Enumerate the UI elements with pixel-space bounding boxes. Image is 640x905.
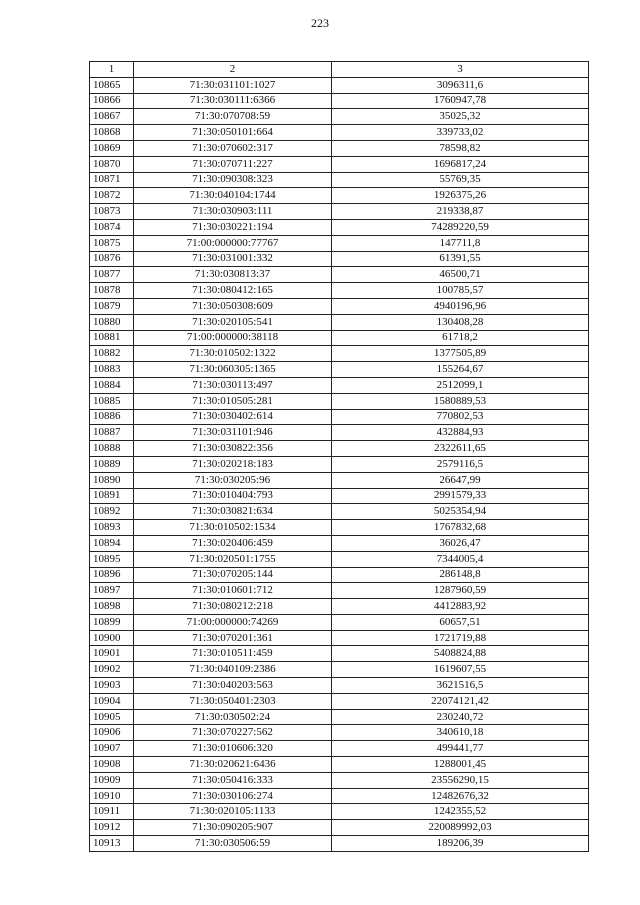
- cadastral-value-cell: 230240,72: [332, 709, 589, 725]
- cadastral-value-cell: 1760947,78: [332, 93, 589, 109]
- cadastral-value-cell: 12482676,32: [332, 788, 589, 804]
- table-row: [90, 599, 589, 615]
- cadastral-number-cell: 71:30:010606:320: [134, 741, 332, 757]
- row-number-cell: 10884: [90, 377, 134, 393]
- row-number-cell: 10897: [90, 583, 134, 599]
- cadastral-value-cell: 147711,8: [332, 235, 589, 251]
- cadastral-value-cell: 1287960,59: [332, 583, 589, 599]
- row-number-cell: 10876: [90, 251, 134, 267]
- cadastral-value-cell: 3096311,6: [332, 77, 589, 93]
- row-number-cell: 10881: [90, 330, 134, 346]
- row-number-cell: 10869: [90, 140, 134, 156]
- row-number-cell: 10873: [90, 204, 134, 220]
- cadastral-value-cell: 5025354,94: [332, 504, 589, 520]
- cadastral-value-cell: 2991579,33: [332, 488, 589, 504]
- cadastral-value-cell: 1926375,26: [332, 188, 589, 204]
- row-number-cell: 10908: [90, 757, 134, 773]
- cadastral-number-cell: 71:30:031001:332: [134, 251, 332, 267]
- cadastral-value-cell: 100785,57: [332, 283, 589, 299]
- cadastral-number-cell: 71:30:050401:2303: [134, 693, 332, 709]
- table-body: [90, 77, 589, 851]
- table-row: [90, 820, 589, 836]
- cadastral-number-cell: 71:30:020406:459: [134, 535, 332, 551]
- row-number-cell: 10888: [90, 441, 134, 457]
- cadastral-number-cell: 71:30:030502:24: [134, 709, 332, 725]
- row-number-cell: 10904: [90, 693, 134, 709]
- row-number-cell: 10866: [90, 93, 134, 109]
- table-row: [90, 741, 589, 757]
- cadastral-number-cell: 71:30:020105:541: [134, 314, 332, 330]
- cadastral-number-cell: 71:30:031101:1027: [134, 77, 332, 93]
- table-row: [90, 298, 589, 314]
- cadastral-number-cell: 71:30:030221:194: [134, 219, 332, 235]
- table-row: [90, 757, 589, 773]
- table-row: [90, 314, 589, 330]
- cadastral-value-cell: 219338,87: [332, 204, 589, 220]
- table-row: [90, 804, 589, 820]
- table-row: [90, 188, 589, 204]
- page-number: 223: [311, 16, 329, 30]
- cadastral-value-cell: 2579116,5: [332, 456, 589, 472]
- cadastral-number-cell: 71:00:000000:77767: [134, 235, 332, 251]
- cadastral-number-cell: 71:30:030205:96: [134, 472, 332, 488]
- row-number-cell: 10889: [90, 456, 134, 472]
- cadastral-value-cell: 1288001,45: [332, 757, 589, 773]
- cadastral-number-cell: 71:30:070602:317: [134, 140, 332, 156]
- table-row: [90, 630, 589, 646]
- table-row: [90, 646, 589, 662]
- table-row: [90, 77, 589, 93]
- cadastral-value-cell: 4412883,92: [332, 599, 589, 615]
- row-number-cell: 10871: [90, 172, 134, 188]
- cadastral-value-cell: 7344005,4: [332, 551, 589, 567]
- table-row: [90, 267, 589, 283]
- cadastral-value-cell: 61391,55: [332, 251, 589, 267]
- table-row: [90, 614, 589, 630]
- cadastral-number-cell: 71:30:010502:1322: [134, 346, 332, 362]
- cadastral-number-cell: 71:30:020105:1133: [134, 804, 332, 820]
- row-number-cell: 10899: [90, 614, 134, 630]
- row-number-cell: 10911: [90, 804, 134, 820]
- cadastral-number-cell: 71:30:070227:562: [134, 725, 332, 741]
- table-row: [90, 583, 589, 599]
- table-row: [90, 662, 589, 678]
- cadastral-number-cell: 71:30:030813:37: [134, 267, 332, 283]
- row-number-cell: 10877: [90, 267, 134, 283]
- table-row: [90, 346, 589, 362]
- table-row: [90, 551, 589, 567]
- cadastral-number-cell: 71:30:070708:59: [134, 109, 332, 125]
- cadastral-number-cell: 71:30:040109:2386: [134, 662, 332, 678]
- row-number-cell: 10900: [90, 630, 134, 646]
- table-row: [90, 93, 589, 109]
- cadastral-number-cell: 71:30:070711:227: [134, 156, 332, 172]
- cadastral-value-table: [89, 61, 589, 852]
- row-number-cell: 10902: [90, 662, 134, 678]
- table-row: [90, 204, 589, 220]
- cadastral-number-cell: 71:30:050101:664: [134, 125, 332, 141]
- cadastral-value-cell: 36026,47: [332, 535, 589, 551]
- cadastral-number-cell: 71:30:080412:165: [134, 283, 332, 299]
- table-row: [90, 393, 589, 409]
- table-row: [90, 472, 589, 488]
- cadastral-value-cell: 35025,32: [332, 109, 589, 125]
- cadastral-number-cell: 71:30:050416:333: [134, 772, 332, 788]
- row-number-cell: 10867: [90, 109, 134, 125]
- row-number-cell: 10905: [90, 709, 134, 725]
- cadastral-value-cell: 1767832,68: [332, 520, 589, 536]
- table-row: [90, 409, 589, 425]
- cadastral-number-cell: 71:30:040203:563: [134, 678, 332, 694]
- cadastral-number-cell: 71:30:031101:946: [134, 425, 332, 441]
- row-number-cell: 10907: [90, 741, 134, 757]
- column-header-number: 1: [90, 62, 134, 78]
- table-row: [90, 567, 589, 583]
- row-number-cell: 10892: [90, 504, 134, 520]
- cadastral-value-cell: 23556290,15: [332, 772, 589, 788]
- cadastral-value-cell: 499441,77: [332, 741, 589, 757]
- table-row: [90, 362, 589, 378]
- cadastral-value-cell: 22074121,42: [332, 693, 589, 709]
- cadastral-number-cell: 71:30:090308:323: [134, 172, 332, 188]
- cadastral-value-cell: 130408,28: [332, 314, 589, 330]
- table-row: [90, 156, 589, 172]
- cadastral-number-cell: 71:30:030822:356: [134, 441, 332, 457]
- row-number-cell: 10895: [90, 551, 134, 567]
- row-number-cell: 10890: [90, 472, 134, 488]
- table-row: [90, 283, 589, 299]
- row-number-cell: 10898: [90, 599, 134, 615]
- cadastral-value-cell: 74289220,59: [332, 219, 589, 235]
- row-number-cell: 10903: [90, 678, 134, 694]
- cadastral-number-cell: 71:30:010511:459: [134, 646, 332, 662]
- cadastral-number-cell: 71:30:070205:144: [134, 567, 332, 583]
- cadastral-number-cell: 71:00:000000:74269: [134, 614, 332, 630]
- row-number-cell: 10913: [90, 836, 134, 852]
- row-number-cell: 10883: [90, 362, 134, 378]
- row-number-cell: 10875: [90, 235, 134, 251]
- row-number-cell: 10891: [90, 488, 134, 504]
- cadastral-number-cell: 71:30:010601:712: [134, 583, 332, 599]
- cadastral-value-cell: 770802,53: [332, 409, 589, 425]
- cadastral-number-cell: 71:30:060305:1365: [134, 362, 332, 378]
- cadastral-number-cell: 71:30:030903:111: [134, 204, 332, 220]
- cadastral-number-cell: 71:30:020218:183: [134, 456, 332, 472]
- row-number-cell: 10906: [90, 725, 134, 741]
- cadastral-number-cell: 71:30:030106:274: [134, 788, 332, 804]
- table-row: [90, 441, 589, 457]
- column-header-cadastral-number: 2: [134, 62, 332, 78]
- table-row: [90, 377, 589, 393]
- table-row: [90, 535, 589, 551]
- cadastral-number-cell: 71:30:080212:218: [134, 599, 332, 615]
- cadastral-value-cell: 1721719,88: [332, 630, 589, 646]
- table-row: [90, 693, 589, 709]
- cadastral-number-cell: 71:30:010505:281: [134, 393, 332, 409]
- row-number-cell: 10879: [90, 298, 134, 314]
- row-number-cell: 10872: [90, 188, 134, 204]
- cadastral-number-cell: 71:30:030821:634: [134, 504, 332, 520]
- table-row: [90, 678, 589, 694]
- row-number-cell: 10893: [90, 520, 134, 536]
- row-number-cell: 10885: [90, 393, 134, 409]
- table-row: [90, 219, 589, 235]
- cadastral-value-cell: 2322611,65: [332, 441, 589, 457]
- cadastral-value-cell: 189206,39: [332, 836, 589, 852]
- table-row: [90, 330, 589, 346]
- cadastral-number-cell: 71:30:030113:497: [134, 377, 332, 393]
- cadastral-value-cell: 46500,71: [332, 267, 589, 283]
- table-row: [90, 456, 589, 472]
- row-number-cell: 10894: [90, 535, 134, 551]
- cadastral-value-cell: 78598,82: [332, 140, 589, 156]
- row-number-cell: 10887: [90, 425, 134, 441]
- cadastral-number-cell: 71:30:030402:614: [134, 409, 332, 425]
- cadastral-value-cell: 1242355,52: [332, 804, 589, 820]
- cadastral-number-cell: 71:30:070201:361: [134, 630, 332, 646]
- cadastral-number-cell: 71:30:010404:793: [134, 488, 332, 504]
- cadastral-value-cell: 155264,67: [332, 362, 589, 378]
- row-number-cell: 10865: [90, 77, 134, 93]
- table-row: [90, 109, 589, 125]
- cadastral-value-cell: 286148,8: [332, 567, 589, 583]
- table-row: [90, 425, 589, 441]
- table-row: [90, 725, 589, 741]
- table-row: [90, 788, 589, 804]
- row-number-cell: 10878: [90, 283, 134, 299]
- table-row: [90, 504, 589, 520]
- cadastral-number-cell: 71:30:010502:1534: [134, 520, 332, 536]
- row-number-cell: 10896: [90, 567, 134, 583]
- row-number-cell: 10870: [90, 156, 134, 172]
- row-number-cell: 10901: [90, 646, 134, 662]
- cadastral-value-cell: 432884,93: [332, 425, 589, 441]
- table-row: [90, 125, 589, 141]
- cadastral-value-cell: 1619607,55: [332, 662, 589, 678]
- cadastral-value-cell: 339733,02: [332, 125, 589, 141]
- column-header-value: 3: [332, 62, 589, 78]
- table-row: [90, 488, 589, 504]
- cadastral-number-cell: 71:30:030111:6366: [134, 93, 332, 109]
- cadastral-number-cell: 71:00:000000:38118: [134, 330, 332, 346]
- cadastral-value-cell: 55769,35: [332, 172, 589, 188]
- cadastral-value-cell: 5408824,88: [332, 646, 589, 662]
- cadastral-value-cell: 1377505,89: [332, 346, 589, 362]
- row-number-cell: 10882: [90, 346, 134, 362]
- row-number-cell: 10912: [90, 820, 134, 836]
- cadastral-value-cell: 60657,51: [332, 614, 589, 630]
- table-row: [90, 172, 589, 188]
- table-row: [90, 836, 589, 852]
- table-row: [90, 251, 589, 267]
- cadastral-number-cell: 71:30:090205:907: [134, 820, 332, 836]
- cadastral-value-cell: 1696817,24: [332, 156, 589, 172]
- table-header-row: [90, 62, 589, 78]
- row-number-cell: 10886: [90, 409, 134, 425]
- cadastral-value-cell: 61718,2: [332, 330, 589, 346]
- row-number-cell: 10910: [90, 788, 134, 804]
- cadastral-value-cell: 1580889,53: [332, 393, 589, 409]
- table-row: [90, 772, 589, 788]
- cadastral-value-cell: 2512099,1: [332, 377, 589, 393]
- row-number-cell: 10868: [90, 125, 134, 141]
- cadastral-value-cell: 340610,18: [332, 725, 589, 741]
- row-number-cell: 10874: [90, 219, 134, 235]
- cadastral-value-cell: 220089992,03: [332, 820, 589, 836]
- cadastral-number-cell: 71:30:030506:59: [134, 836, 332, 852]
- table-row: [90, 140, 589, 156]
- cadastral-value-cell: 3621516,5: [332, 678, 589, 694]
- row-number-cell: 10880: [90, 314, 134, 330]
- cadastral-value-cell: 26647,99: [332, 472, 589, 488]
- cadastral-number-cell: 71:30:020621:6436: [134, 757, 332, 773]
- row-number-cell: 10909: [90, 772, 134, 788]
- table-row: [90, 709, 589, 725]
- cadastral-value-cell: 4940196,96: [332, 298, 589, 314]
- cadastral-number-cell: 71:30:020501:1755: [134, 551, 332, 567]
- table-row: [90, 520, 589, 536]
- table-row: [90, 235, 589, 251]
- cadastral-number-cell: 71:30:050308:609: [134, 298, 332, 314]
- cadastral-number-cell: 71:30:040104:1744: [134, 188, 332, 204]
